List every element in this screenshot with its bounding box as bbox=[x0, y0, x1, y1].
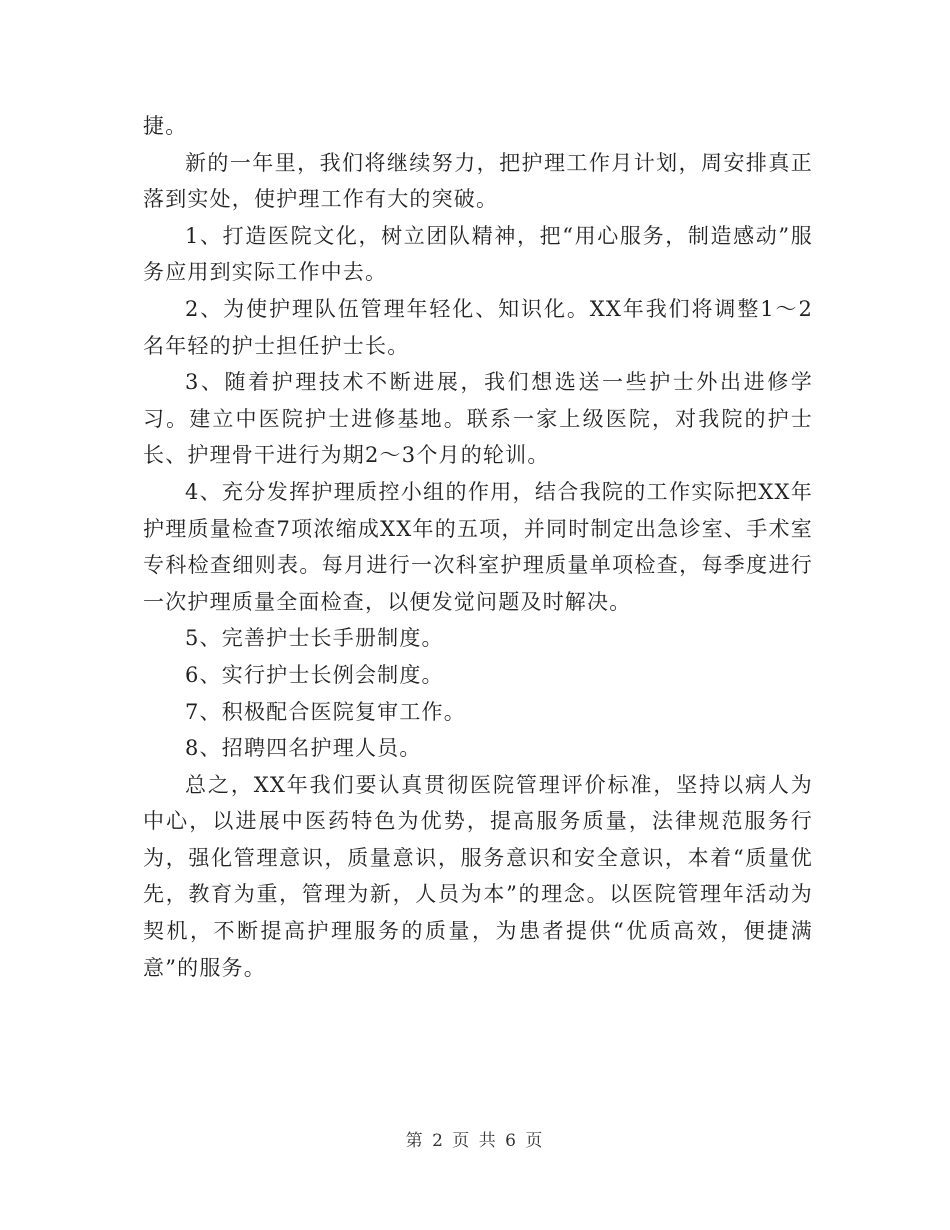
paragraph-10: 8、招聘四名护理人员。 bbox=[185, 736, 422, 761]
paragraph-7: 5、完善护士长手册制度。 bbox=[185, 626, 444, 651]
paragraph-9: 7、积极配合医院复审工作。 bbox=[185, 699, 466, 724]
paragraph-2: 新的一年里，我们将继续努力，把护理工作月计划，周安排真正落到实处，使护理工作有大的突破。 bbox=[143, 150, 813, 212]
paragraph-11: 总之，XX年我们要认真贯彻医院管理评价标准，坚持以病人为中心，以进展中医药特色为优势，提高服务质量，法律规范服务行为，强化管理意识，质量意识，服务意识和安全意识，本着“质量优先，教育为重，管理为新，人员为本”的理念。以医院管理年活动为契机，不断提高护理服务的质量，为患者提供“优质高效，便捷满意”的服务。 bbox=[143, 772, 813, 980]
paragraph-5: 3、随着护理技术不断进展，我们想选送一些护士外出进修学习。建立中医院护士进修基地。联系一家上级医院，对我院的护士长、护理骨干进行为期2～3个月的轮训。 bbox=[143, 370, 813, 468]
document-body bbox=[143, 108, 813, 986]
paragraph-8: 6、实行护士长例会制度。 bbox=[185, 662, 444, 687]
paragraph-6: 4、充分发挥护理质控小组的作用，结合我院的工作实际把XX年护理质量检查7项浓缩成XX年的五项，并同时制定出急诊室、手术室专科检查细则表。每月进行一次科室护理质量单项检查，每季度进行一次护理质量全面检查，以便发觉问题及时解决。 bbox=[143, 479, 813, 614]
page-number-footer: 第 2 页 共 6 页 bbox=[405, 1131, 545, 1151]
paragraph-1: 捷。 bbox=[143, 114, 188, 138]
paragraph-4: 2、为使护理队伍管理年轻化、知识化。XX年我们将调整1～2名年轻的护士担任护士长。 bbox=[143, 296, 813, 358]
paragraph-3: 1、打造医院文化，树立团队精神，把“用心服务，制造感动”服务应用到实际工作中去。 bbox=[143, 223, 813, 285]
